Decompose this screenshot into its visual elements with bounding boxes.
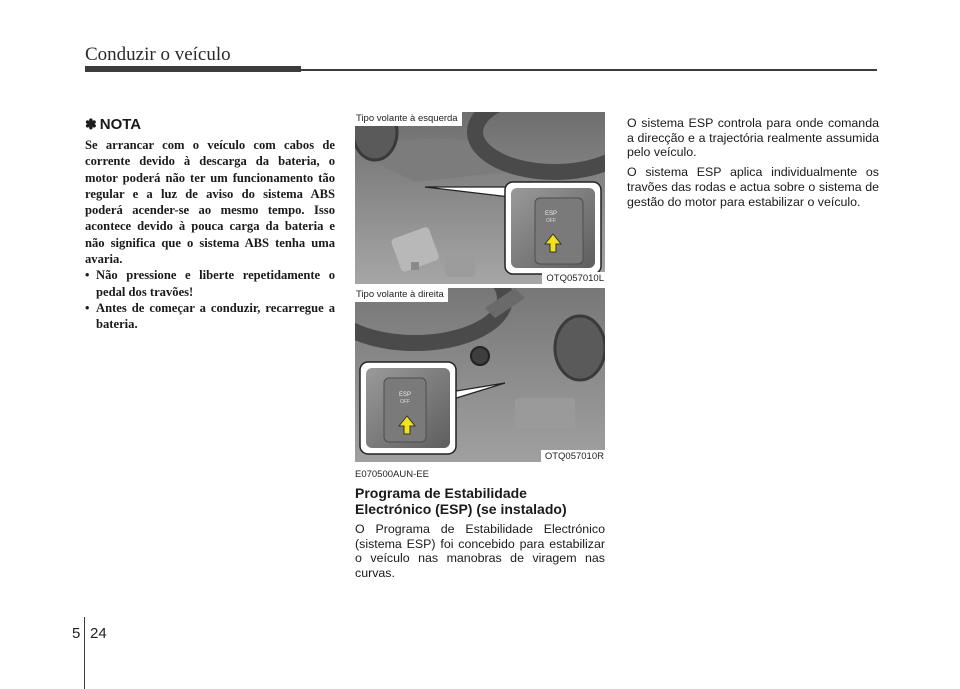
list-item: • Antes de começar a conduzir, recarregue a bateria. xyxy=(85,300,335,332)
bullet-icon: • xyxy=(85,300,90,315)
list-item: • Não pressione e liberte repetidamente o pedal dos travões! xyxy=(85,268,335,299)
esp-button-subtext: OFF xyxy=(400,399,410,405)
note-star-icon: ✽ xyxy=(85,116,97,132)
esp-button-text: ESP xyxy=(545,211,558,217)
note-title: NOTA xyxy=(99,116,142,133)
footer-rule xyxy=(84,617,85,689)
note-bullet-list xyxy=(85,267,335,332)
note-heading xyxy=(85,116,335,133)
paragraph: O sistema ESP controla para onde comanda a direcção e a trajectória realmente assumida pelo veículo. xyxy=(627,116,879,160)
note-column xyxy=(85,116,335,333)
figure-right-hand-drive xyxy=(355,288,605,462)
esp-button-subtext: OFF xyxy=(546,218,556,224)
footer-section-number: 5 xyxy=(72,625,81,642)
dashboard-photo-left xyxy=(355,112,605,284)
esp-section xyxy=(355,469,605,581)
header-rule-thin xyxy=(301,69,877,71)
bullet-icon: • xyxy=(85,268,90,283)
section-code: E070500AUN-EE xyxy=(355,469,429,480)
header-rule-thick xyxy=(85,66,301,72)
dashboard-photo-right xyxy=(355,288,605,462)
section-title: Programa de Estabilidade Electrónico (ESP) (se instalado) xyxy=(355,485,567,517)
esp-button-text: ESP xyxy=(399,392,412,398)
esp-description-column xyxy=(627,116,879,214)
figure-label: Tipo volante à direita xyxy=(355,288,448,302)
figure-code: OTQ057010R xyxy=(541,450,605,462)
page-header-title: Conduzir o veículo xyxy=(85,44,231,65)
paragraph: O sistema ESP aplica individualmente os travões das rodas e actua sobre o sistema de gestão do motor para estabilizar o veículo. xyxy=(627,165,879,209)
note-body: Se arrancar com o veículo com cabos de corrente devido à descarga da bateria, o motor poderá não ter um funcionamento tão regular e a luz de aviso do sistema ABS poderá acender-se ao mesmo tempo. Isso acontece devido à pouca carga da bateria e não significa que o sistema ABS tenha uma avaria. xyxy=(85,138,335,267)
figure-label: Tipo volante à esquerda xyxy=(355,112,462,126)
footer-page-number: 24 xyxy=(90,625,107,642)
figure-left-hand-drive xyxy=(355,112,605,284)
figure-code: OTQ057010L xyxy=(542,272,605,284)
section-paragraph: O Programa de Estabilidade Electrónico (sistema ESP) foi concebido para estabilizar o veículo nas manobras de viragem nas curvas. xyxy=(355,522,605,581)
